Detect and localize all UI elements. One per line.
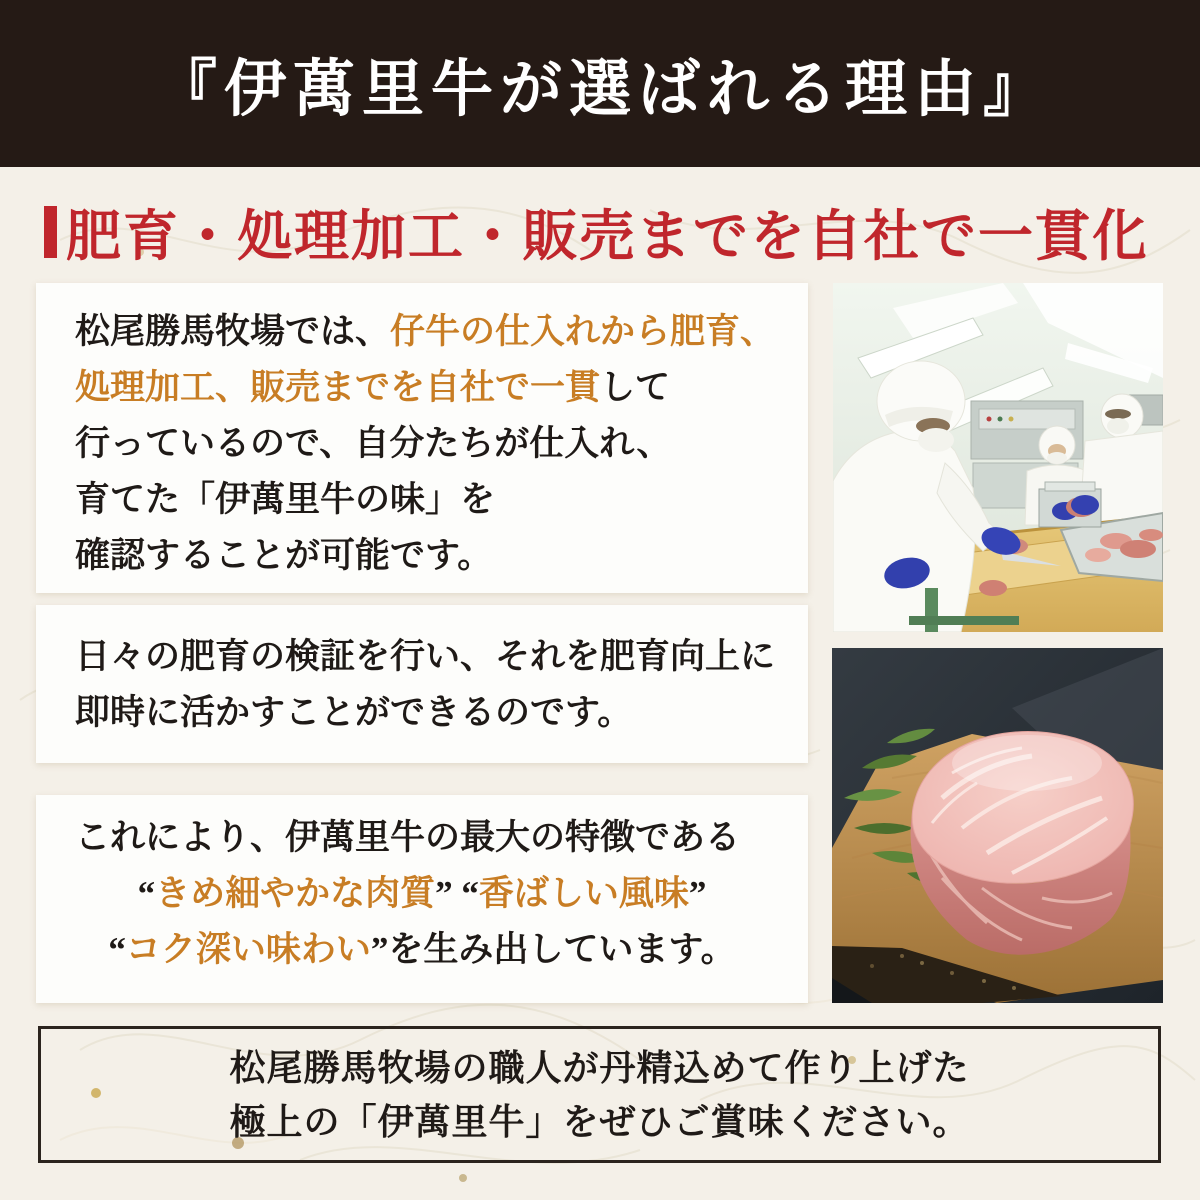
page-header (0, 0, 1200, 167)
text-line: 育てた「伊萬里牛の味」を (75, 480, 496, 519)
text-line: 処理加工、販売までを自社で一貫して (75, 368, 671, 407)
marbled-beef-photo (832, 648, 1163, 1003)
text-line: 確認することが可能です。 (75, 536, 493, 575)
section-heading-text: 肥育・処理加工・販売までを自社で一貫化 (66, 206, 1150, 267)
section-heading (44, 192, 1149, 271)
text-line: 即時に活かすことができるのです。 (75, 693, 633, 732)
closing-message-box (38, 1026, 1161, 1163)
page-title: 『伊萬里牛が選ばれる理由』 (154, 56, 1052, 124)
text-line: “きめ細やかな肉質” “香ばしい風味” (137, 874, 707, 913)
text-line: 極上の「伊萬里牛」をぜひご賞味ください。 (229, 1101, 970, 1142)
text-line: 松尾勝馬牧場の職人が丹精込めて作り上げた (229, 1047, 970, 1088)
text-line: 日々の肥育の検証を行い、それを肥育向上に (75, 637, 776, 676)
text-line: “コク深い味わい”を生み出しています。 (108, 930, 736, 969)
text-line: 松尾勝馬牧場では、仔牛の仕入れから肥育、 (75, 312, 776, 351)
marbled-beef-illustration (832, 648, 1163, 1003)
meat-processing-photo (833, 283, 1163, 632)
heading-accent-bar (44, 206, 57, 258)
card-beef-characteristics (36, 795, 808, 1003)
text-line: これにより、伊萬里牛の最大の特徴である (75, 818, 741, 857)
text-line: 行っているので、自分たちが仕入れ、 (75, 424, 672, 463)
card-daily-verification (36, 605, 808, 763)
meat-processing-illustration (833, 283, 1163, 632)
card-integrated-production (36, 283, 808, 593)
